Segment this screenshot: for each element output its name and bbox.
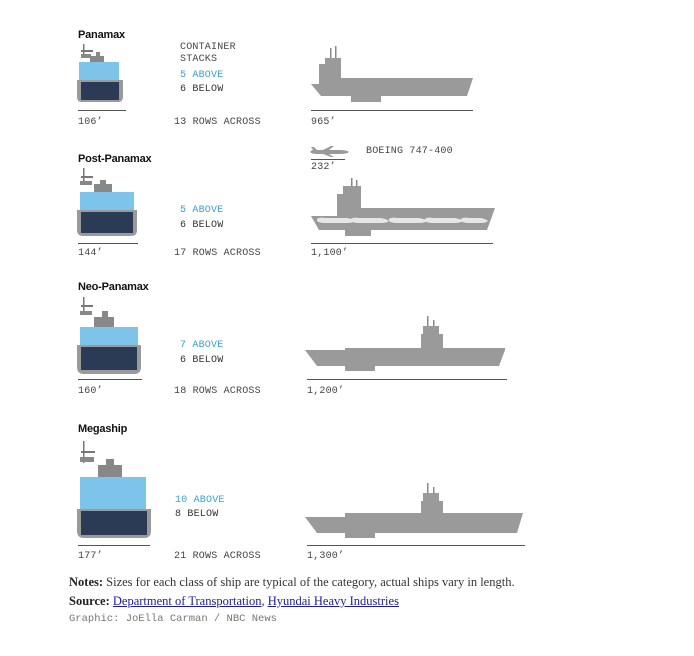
neo-panamax-cross-section — [74, 297, 144, 377]
post-panamax-cross-section — [74, 168, 140, 240]
post-panamax-below: 6 BELOW — [180, 220, 224, 231]
panamax-cross-section — [74, 44, 128, 106]
post-panamax-rows: 17 ROWS ACROSS — [174, 248, 261, 259]
post-panamax-above: 5 ABOVE — [180, 205, 224, 216]
ship-name-panamax: Panamax — [78, 29, 125, 41]
panamax-side-profile — [311, 44, 477, 108]
ship-name-post-panamax: Post-Panamax — [78, 153, 152, 165]
neo-panamax-below: 6 BELOW — [180, 355, 224, 366]
neo-panamax-length: 1,200’ — [307, 386, 345, 397]
neo-panamax-above: 7 ABOVE — [180, 340, 224, 351]
source-link-dot[interactable]: Department of Transportation — [112, 594, 262, 608]
graphic-credit: Graphic: JoElla Carman / NBC News — [69, 613, 277, 625]
panamax-length: 965’ — [311, 117, 336, 128]
plane-label: BOEING 747-400 — [366, 146, 453, 157]
neo-panamax-rows: 18 ROWS ACROSS — [174, 386, 261, 397]
megaship-length: 1,300’ — [307, 551, 345, 562]
megaship-above: 10 ABOVE — [175, 495, 225, 506]
panamax-above: 5 ABOVE — [180, 70, 224, 81]
post-panamax-stacks-below — [81, 212, 133, 233]
panamax-stacks-above — [79, 62, 119, 80]
post-panamax-side-profile — [311, 178, 497, 242]
source-label: Source: — [69, 594, 110, 608]
ship-name-megaship: Megaship — [78, 423, 128, 435]
notes-line — [69, 575, 515, 590]
notes-text: Sizes for each class of ship are typical of the category, actual ships vary in length. — [106, 575, 515, 589]
source-separator: , — [261, 594, 268, 608]
ship-name-neo-panamax: Neo-Panamax — [78, 281, 149, 293]
megaship-stacks-below — [81, 511, 147, 535]
source-link-hyundai[interactable]: Hyundai Heavy Industries — [267, 594, 399, 608]
source-line — [69, 594, 399, 609]
megaship-cross-section — [74, 441, 154, 541]
neo-panamax-beam: 160’ — [78, 386, 103, 397]
megaship-side-profile — [305, 483, 527, 541]
post-panamax-beam: 144’ — [78, 248, 103, 259]
neo-panamax-stacks-below — [81, 347, 137, 370]
post-panamax-length: 1,100’ — [311, 248, 349, 259]
legend-header-line2: STACKS — [180, 54, 218, 65]
neo-panamax-stacks-above — [80, 327, 138, 345]
panamax-rows: 13 ROWS ACROSS — [174, 117, 261, 128]
panamax-stacks-below — [81, 82, 119, 100]
post-panamax-stacks-above — [80, 192, 134, 210]
megaship-beam: 177’ — [78, 551, 103, 562]
megaship-rows: 21 ROWS ACROSS — [174, 551, 261, 562]
plane-length: 232’ — [311, 162, 336, 173]
legend-header-line1: CONTAINER — [180, 42, 236, 53]
panamax-below: 6 BELOW — [180, 84, 224, 95]
notes-label: Notes: — [69, 575, 104, 589]
megaship-stacks-above — [80, 477, 146, 509]
neo-panamax-side-profile — [305, 316, 509, 374]
megaship-below: 8 BELOW — [175, 509, 219, 520]
airplane-icon — [309, 146, 351, 158]
panamax-beam: 106’ — [78, 117, 103, 128]
